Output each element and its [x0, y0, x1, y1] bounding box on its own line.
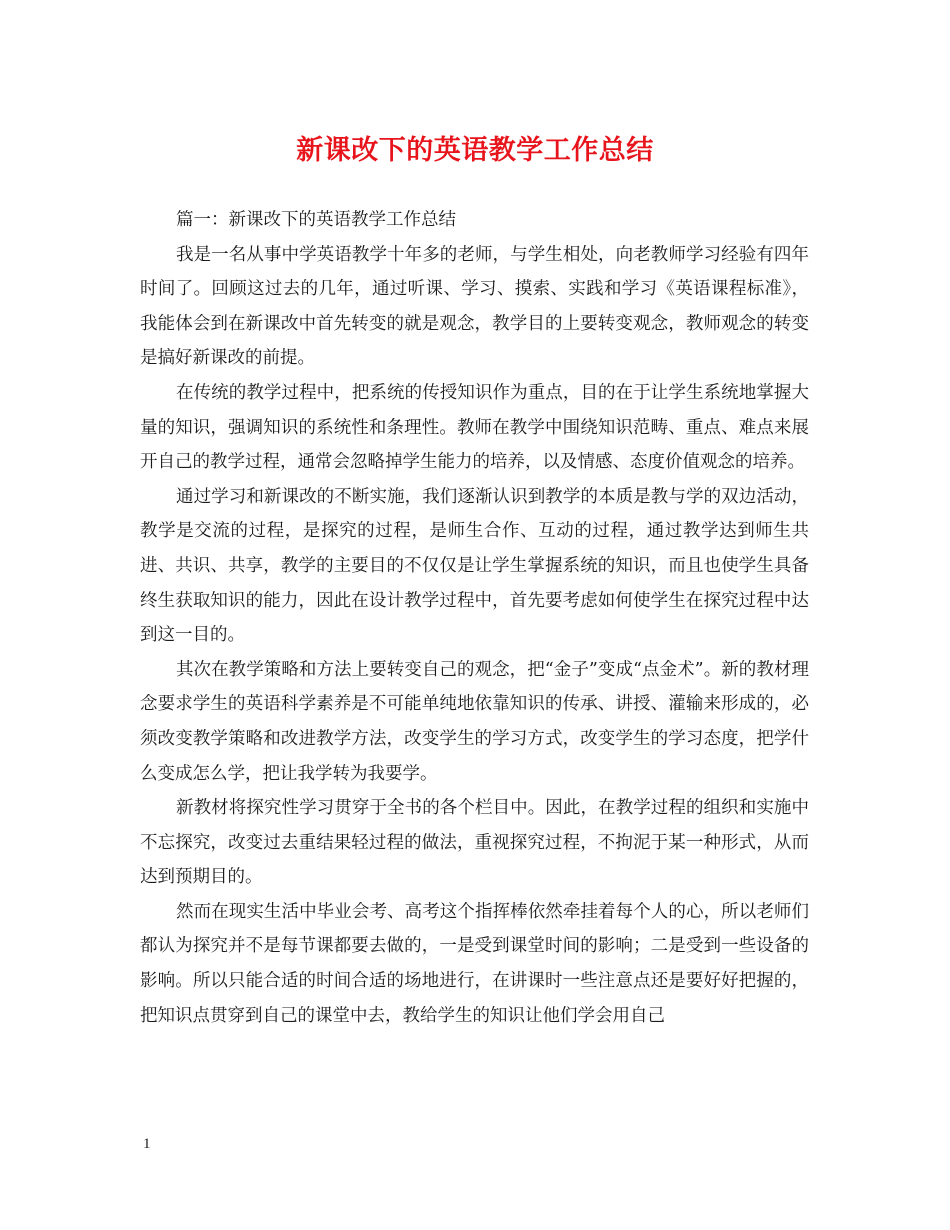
- document-body: [140, 203, 809, 1033]
- document-title: 新课改下的英语教学工作总结: [296, 135, 654, 166]
- paragraph: 然而在现实生活中毕业会考、高考这个指挥棒依然牵挂着每个人的心，所以老师们都认为探究并不是每节课都要去做的，一是受到课堂时间的影响；二是受到一些设备的影响。所以只能合适的时间合适的场地进行，在讲课时一些注意点还是要好好把握的，把知识点贯穿到自己的课堂中去，教给学生的知识让他们学会用自己: [140, 901, 809, 1026]
- paragraph: 在传统的教学过程中，把系统的传授知识作为重点，目的在于让学生系统地掌握大量的知识，强调知识的系统性和条理性。教师在教学中围绕知识范畴、重点、难点来展开自己的教学过程，通常会忽略掉学生能力的培养，以及情感、态度价值观念的培养。: [140, 382, 809, 473]
- paragraph: 我是一名从事中学英语教学十年多的老师，与学生相处，向老教师学习经验有四年时间了。回顾这过去的几年，通过听课、学习、摸索、实践和学习《英语课程标准》，我能体会到在新课改中首先转变的就是观念，教学目的上要转变观念，教师观念的转变是搞好新课改的前提。: [140, 244, 809, 369]
- paragraph: 其次在教学策略和方法上要转变自己的观念，把“金子”变成“点金术”。新的教材理念要求学生的英语科学素养是不可能单纯地依靠知识的传承、讲授、灌输来形成的，必须改变教学策略和改进教学方法，改变学生的学习方式，改变学生的学习态度，把学什么变成怎么学，把让我学转为我要学。: [140, 659, 809, 784]
- page-number: 1: [143, 1136, 151, 1152]
- paragraph: 通过学习和新课改的不断实施，我们逐渐认识到教学的本质是教与学的双边活动，教学是交流的过程，是探究的过程，是师生合作、互动的过程，通过教学达到师生共进、共识、共享，教学的主要目的不仅仅是让学生掌握系统的知识，而且也使学生具备终生获取知识的能力，因此在设计教学过程中，首先要考虑如何使学生在探究过程中达到这一目的。: [140, 486, 809, 646]
- section-heading: 篇一：新课改下的英语教学工作总结: [176, 210, 456, 230]
- paragraph: 新教材将探究性学习贯穿于全书的各个栏目中。因此，在教学过程的组织和实施中不忘探究，改变过去重结果轻过程的做法，重视探究过程，不拘泥于某一种形式，从而达到预期目的。: [140, 798, 809, 888]
